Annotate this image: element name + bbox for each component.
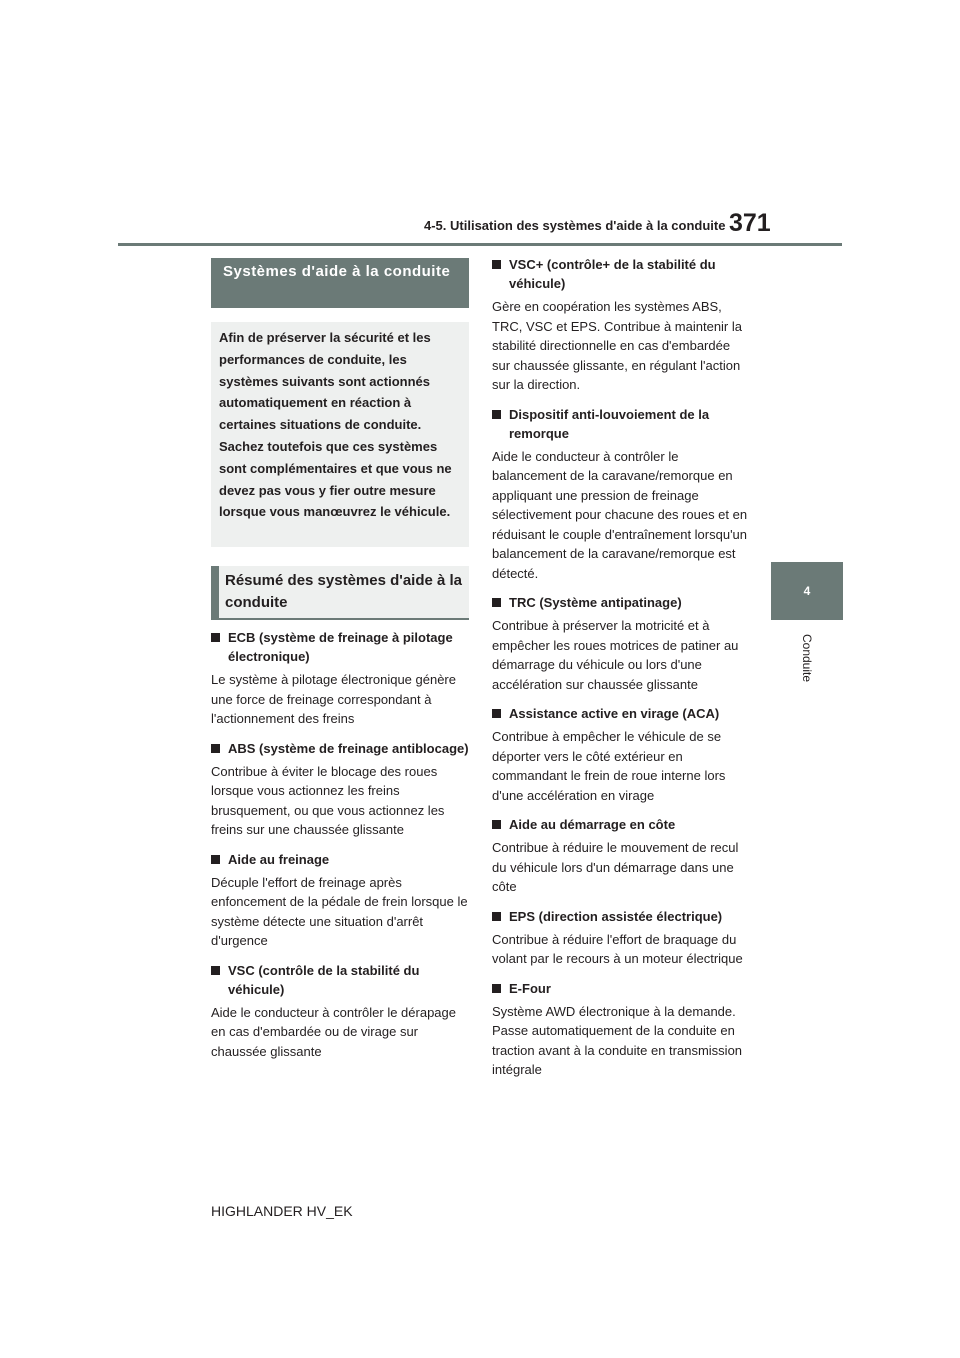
square-bullet-icon [492, 260, 501, 269]
chapter-tab[interactable] [771, 562, 843, 620]
item-title: Dispositif anti-louvoiement de la remorque [492, 405, 750, 443]
left-column [211, 628, 469, 1071]
item-title: ECB (système de freinage à pilotage électronique) [211, 628, 469, 666]
list-item [492, 907, 750, 969]
item-body: Système AWD électronique à la demande. Passe automatiquement de la conduite en traction avant à la conduite en transmission intégrale [492, 1003, 743, 1077]
item-title: TRC (Système antipatinage) [492, 593, 750, 612]
item-body: Gère en coopération les systèmes ABS, TRC, VSC et EPS. Contribue à maintenir la stabilité directionnelle en cas d'embardée sur chaussée glissante, en régulant l'action sur la direction. [492, 299, 742, 392]
right-column [492, 255, 750, 1090]
list-item [492, 405, 750, 584]
page-number: 371 [729, 209, 771, 237]
square-bullet-icon [211, 744, 220, 753]
list-item [492, 704, 750, 805]
square-bullet-icon [492, 912, 501, 921]
item-body: Décuple l'effort de freinage après enfoncement de la pédale de frein lorsque le système détecte une situation d'arrêt d'urgence [211, 874, 468, 948]
square-bullet-icon [211, 633, 220, 642]
list-item [492, 979, 750, 1080]
square-bullet-icon [492, 709, 501, 718]
chapter-number: 4 [803, 584, 811, 598]
item-title: EPS (direction assistée électrique) [492, 907, 750, 926]
item-body: Contribue à réduire le mouvement de recul du véhicule lors d'un démarrage dans une côte [492, 840, 739, 894]
item-body: Aide le conducteur à contrôler le dérapage en cas d'embardée ou de virage sur chaussée glissante [211, 1004, 456, 1059]
header-section-title: 4-5. Utilisation des systèmes d'aide à la conduite [424, 218, 726, 233]
list-item [492, 593, 750, 694]
list-item [211, 850, 469, 951]
square-bullet-icon [492, 410, 501, 419]
item-body: Contribue à éviter le blocage des roues lorsque vous actionnez les freins brusquement, ou que vous actionnez les freins sur une chaussée glissante [211, 763, 445, 837]
item-title: VSC+ (contrôle+ de la stabilité du véhicule) [492, 255, 750, 293]
list-item [211, 739, 469, 840]
item-title: Aide au freinage [211, 850, 469, 869]
square-bullet-icon [492, 820, 501, 829]
summary-heading: Résumé des systèmes d'aide à la conduite [211, 566, 469, 620]
square-bullet-icon [211, 966, 220, 975]
item-body: Contribue à préserver la motricité et à empêcher les roues motrices de patiner au démarrage du véhicule ou lors d'une accélération sur chaussée glissante [492, 618, 739, 692]
item-title: ABS (système de freinage antiblocage) [211, 739, 469, 758]
list-item [492, 255, 750, 395]
square-bullet-icon [211, 855, 220, 864]
main-title: Systèmes d'aide à la conduite [211, 258, 469, 308]
item-title: E-Four [492, 979, 750, 998]
item-title: Assistance active en virage (ACA) [492, 704, 750, 723]
item-body: Contribue à réduire l'effort de braquage du volant par le recours à un moteur électrique [492, 931, 743, 966]
list-item [211, 628, 469, 729]
intro-box [211, 322, 469, 547]
square-bullet-icon [492, 984, 501, 993]
footer-model: HIGHLANDER HV_EK [211, 1203, 353, 1219]
list-item [211, 961, 469, 1062]
item-title: Aide au démarrage en côte [492, 815, 750, 834]
list-item [492, 815, 750, 897]
header-divider [118, 243, 842, 246]
chapter-label: Conduite [800, 633, 814, 683]
item-body: Aide le conducteur à contrôler le balancement de la caravane/remorque en appliquant une pression de freinage sélectivement pour chacune des roues et en réduisant le couple d'entraînement lorsqu'un balancement de la caravane/remorque est détecté. [492, 448, 748, 581]
item-body: Contribue à empêcher le véhicule de se déporter vers le côté extérieur en commandant le frein de roue interne lors d'une accélération en virage [492, 729, 726, 803]
square-bullet-icon [492, 598, 501, 607]
item-title: VSC (contrôle de la stabilité du véhicule) [211, 961, 469, 999]
item-body: Le système à pilotage électronique génère une force de freinage correspondant à l'actionnement des freins [211, 672, 456, 726]
intro-text: Afin de préserver la sécurité et les performances de conduite, les systèmes suivants sont actionnés automatiquement en réaction à certaines situations de conduite. Sachez toutefois que ces systèmes sont complémentaires et que vous ne devez pas vous y fier outre mesure lorsque vous manœuvrez le véhicule. [219, 330, 452, 520]
